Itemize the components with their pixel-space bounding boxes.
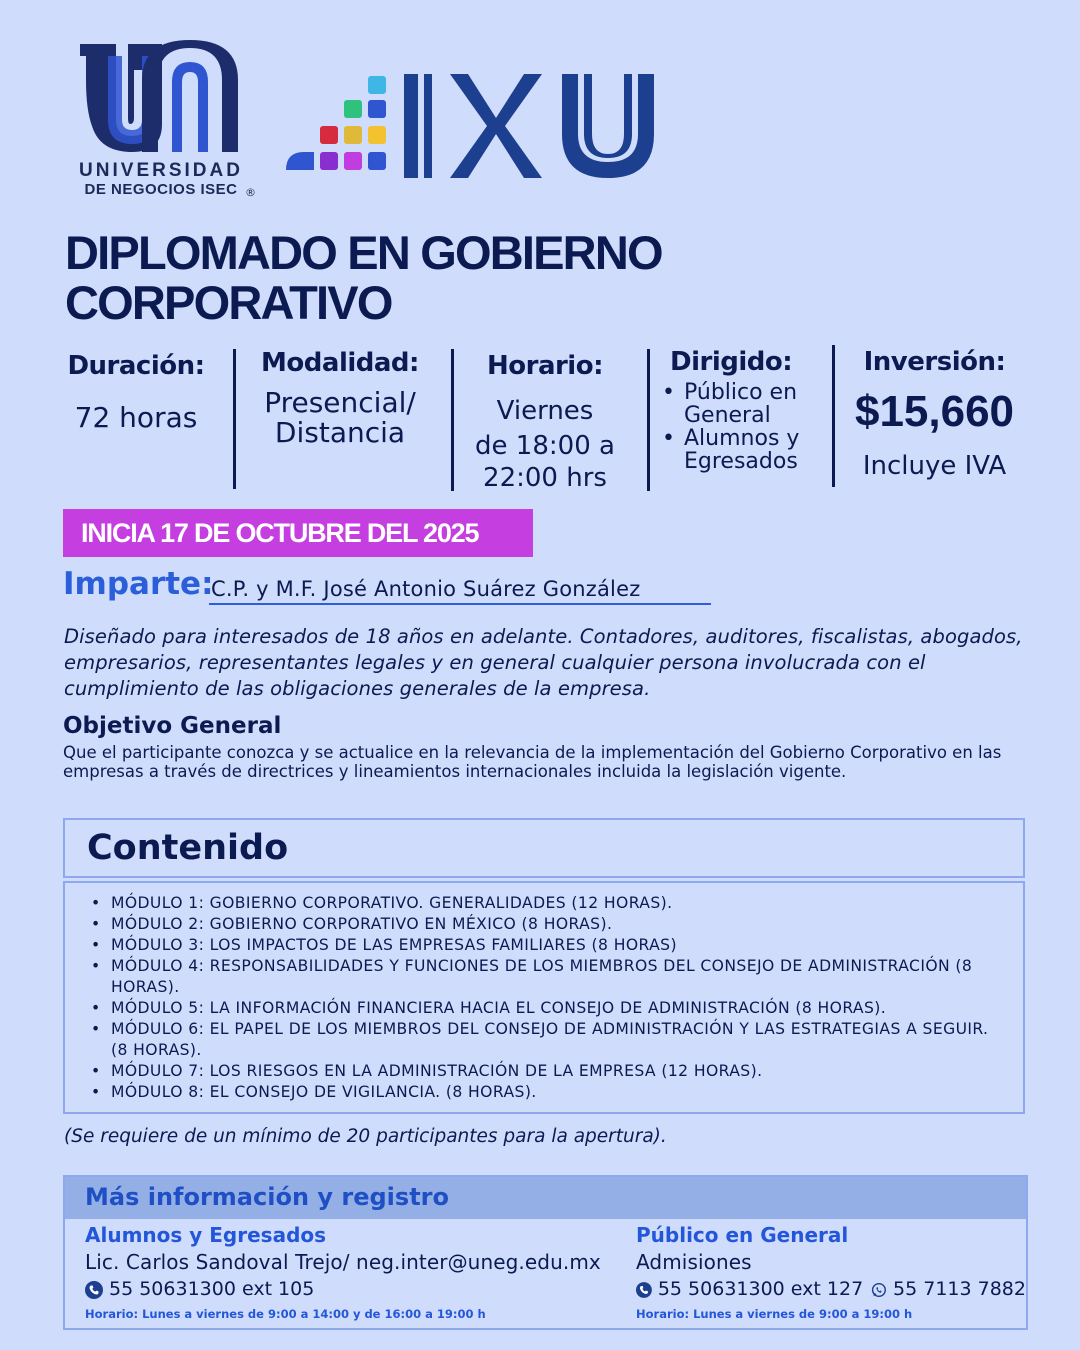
module-item: • MÓDULO 5: LA INFORMACIÓN FINANCIERA HACIA EL CONSEJO DE ADMINISTRACIÓN (8 HORAS). [111,998,993,1019]
objective-text: Que el participante conozca y se actualice en la relevancia de la implementación del Gobierno Corporativo en las empresas a través de directrices y lineamientos internacionales incluida la legislación vigente. [63,743,1002,781]
instructor-row [63,566,763,608]
module-item: • MÓDULO 2: GOBIERNO CORPORATIVO EN MÉXICO (8 HORAS). [111,914,993,935]
audience-column [660,345,820,473]
university-logo [72,40,262,205]
column-divider [451,349,454,491]
university-name-line2: DE NEGOCIOS ISEC [84,181,238,198]
audience-list [660,381,820,473]
modality-value-line1: Presencial/ [264,386,416,419]
module-item: • MÓDULO 3: LOS IMPACTOS DE LAS EMPRESAS FAMILIARES (8 HORAS) [111,935,993,956]
contact-general-public [636,1221,1026,1321]
module-item: • MÓDULO 4: RESPONSABILIDADES Y FUNCIONES DE LOS MIEMBROS DEL CONSEJO DE ADMINISTRACIÓN (8 HORAS). [111,956,993,998]
university-name-line1: UNIVERSIDAD [79,160,243,181]
public-phone-row[interactable] [636,1276,1026,1303]
content-header [63,818,1025,878]
audience-item: • Alumnos y Egresados [660,427,820,473]
public-whatsapp: 55 7113 7882 [893,1278,1026,1300]
schedule-value-line1: Viernes [496,396,594,426]
column-divider [832,345,835,487]
module-item: • MÓDULO 6: EL PAPEL DE LOS MIEMBROS DEL CONSEJO DE ADMINISTRACIÓN Y LAS ESTRATEGIAS A SEGUIR. (8 HORAS). [111,1019,993,1061]
phone-icon [85,1281,103,1299]
module-list [111,893,993,1103]
audience-label: Dirigido: [670,347,793,377]
schedule-column [465,345,625,493]
content-module-box [63,881,1025,1114]
duration-column [60,345,212,433]
footer-header [65,1177,1026,1219]
page-title [65,228,965,328]
schedule-value-line3: 22:00 hrs [483,463,607,493]
price-value: $15,660 [854,387,1015,436]
modality-column [246,345,434,448]
investment-label: Inversión: [863,347,1006,377]
start-date-banner: INICIA 17 DE OCTUBRE DEL 2025 [63,509,533,557]
modality-label: Modalidad: [261,348,419,378]
ixu-logo-icon [282,70,682,182]
schedule-label: Horario: [487,351,603,381]
column-divider [647,349,650,491]
objective-title: Objetivo General [63,713,282,739]
public-phone: 55 50631300 ext 127 [657,1278,864,1300]
university-emblem-icon [72,40,247,158]
instructor-label: Imparte: [63,566,214,602]
public-subtitle: Público en General [636,1223,849,1247]
contact-footer [63,1175,1028,1330]
investment-column [842,345,1027,481]
students-contact[interactable]: Lic. Carlos Sandoval Trejo/ neg.inter@uneg.edu.mx [85,1250,601,1274]
students-phone-row[interactable] [85,1276,625,1303]
audience-item: • Público en General [660,381,820,427]
title-line1: DIPLOMADO EN GOBIERNO [65,226,662,279]
column-divider [233,349,236,489]
public-hours: Horario: Lunes a viernes de 9:00 a 19:00 h [636,1307,913,1321]
schedule-value-line2: de 18:00 a [475,431,615,461]
public-contact: Admisiones [636,1250,752,1274]
program-description: Diseñado para interesados de 18 años en adelante. Contadores, auditores, fiscalistas, abogados, empresarios, representantes legales y en general cualquier persona involucrada con el cumplimiento de las obligaciones generales de la empresa. [64,625,1023,700]
whatsapp-icon [871,1281,887,1299]
duration-label: Duración: [67,351,205,381]
module-item: • MÓDULO 1: GOBIERNO CORPORATIVO. GENERALIDADES (12 HORAS). [111,893,993,914]
duration-value: 72 horas [74,401,198,434]
price-note: Incluye IVA [862,451,1007,481]
content-title: Contenido [87,828,289,868]
instructor-name: C.P. y M.F. José Antonio Suárez González [209,577,711,605]
registered-mark: ® [245,186,256,199]
students-subtitle: Alumnos y Egresados [85,1223,327,1247]
phone-icon [636,1281,652,1299]
module-item: • MÓDULO 8: EL CONSEJO DE VIGILANCIA. (8 HORAS). [111,1082,993,1103]
contact-students [85,1221,625,1321]
minimum-participants-note: (Se requiere de un mínimo de 20 participantes para la apertura). [64,1126,667,1147]
footer-title: Más información y registro [85,1183,449,1211]
title-line2: CORPORATIVO [65,276,392,329]
ixu-logo [282,70,682,182]
students-phone: 55 50631300 ext 105 [109,1278,315,1300]
students-hours: Horario: Lunes a viernes de 9:00 a 14:00 y de 16:00 a 19:00 h [85,1307,486,1321]
module-item: • MÓDULO 7: LOS RIESGOS EN LA ADMINISTRACIÓN DE LA EMPRESA (12 HORAS). [111,1061,993,1082]
modality-value-line2: Distancia [274,416,406,449]
